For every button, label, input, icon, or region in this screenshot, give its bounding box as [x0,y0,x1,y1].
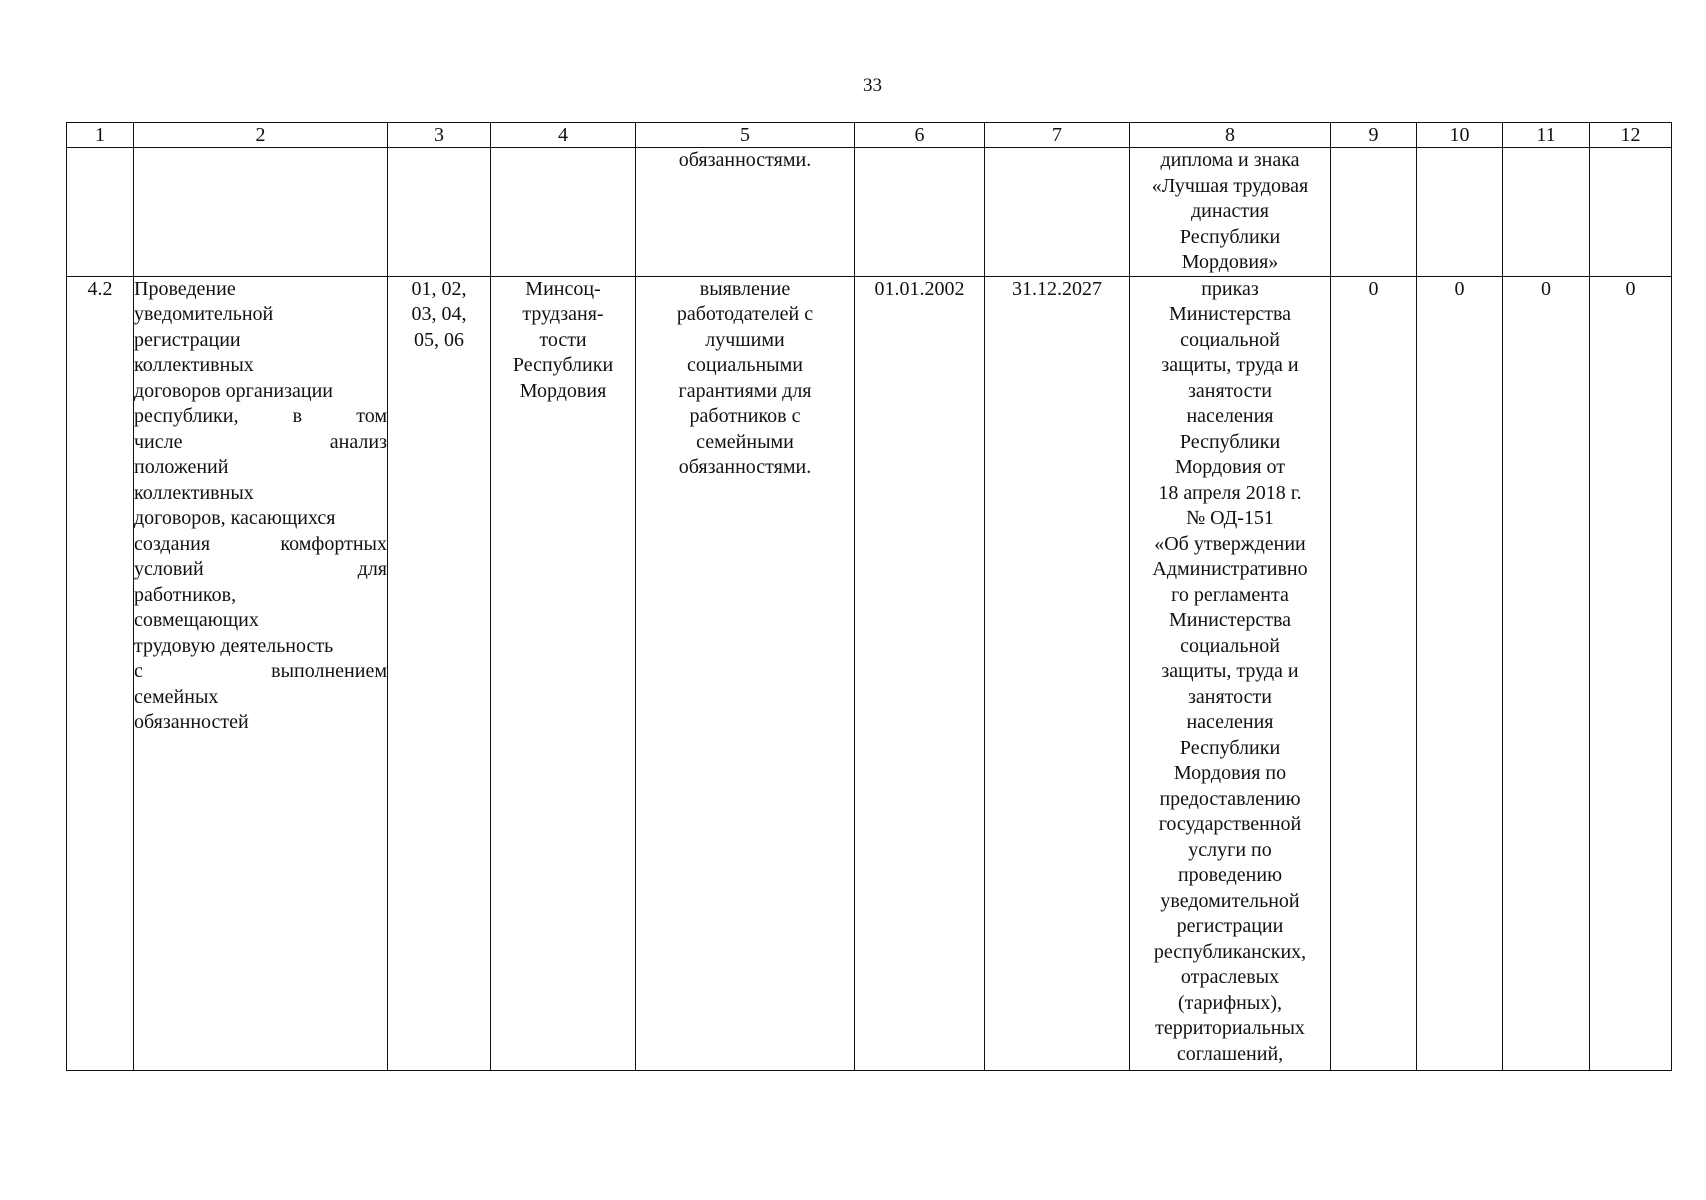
text-line: династия [1191,200,1269,222]
document-cell [1130,276,1331,1070]
text-line: Министерства [1168,609,1292,631]
text-line: приказ [1201,277,1259,300]
text-line: республиканских, [1153,940,1307,963]
table-cell [1417,148,1503,277]
text-line: лучшими [705,328,785,351]
value-cell-10: 0 [1417,276,1503,1070]
table-cell [67,148,134,277]
column-header: 2 [134,123,388,148]
text-line: работодателей с [676,303,814,325]
text-line: № ОД-151 [1186,507,1274,529]
text-line: семейными [696,430,794,453]
text-line: предоставлению [1159,787,1301,810]
text-line: числе анализ [134,430,387,453]
text-line: обязанностей [134,711,249,733]
text-line: Мордовия от [1174,456,1286,478]
text-line: договоров, касающихся [134,507,336,529]
text-line: 05, 06 [414,328,464,351]
text-line: диплома и знака [1160,149,1300,171]
text-line: Министерства [1168,303,1292,325]
text-line: социальной [1180,634,1280,657]
table-cell [491,148,636,277]
column-header: 1 [67,123,134,148]
column-header: 5 [636,123,855,148]
column-header: 11 [1503,123,1590,148]
text-line: трудзаня- [522,303,604,325]
text-line: регистрации [134,328,241,351]
text-line: отраслевых [1180,966,1280,988]
value-cell-11: 0 [1503,276,1590,1070]
text-line: защиты, труда и [1161,660,1299,682]
text-line: коллективных [134,354,254,376]
value-cell-12: 0 [1590,276,1672,1070]
table-cell [1590,148,1672,277]
text-line: услуги по [1188,838,1272,861]
text-line: социальной [1180,328,1280,351]
text-line: Проведение [134,277,236,300]
column-header: 6 [855,123,985,148]
text-line: 03, 04, [411,303,467,325]
text-line: уведомительной [1160,889,1300,912]
text-line: работников, [134,583,237,606]
column-header: 9 [1331,123,1417,148]
column-header: 10 [1417,123,1503,148]
text-line: уведомительной [134,303,274,325]
text-line: Республики [1179,736,1281,759]
text-line: работников с [689,405,801,427]
text-line: обязанностями. [678,149,812,171]
table-cell [1503,148,1590,277]
text-line: «Об утверждении [1154,532,1306,555]
text-line: тости [539,328,587,351]
text-line: территориальных [1155,1017,1305,1039]
text-line: проведению [1177,864,1283,886]
column-header: 3 [388,123,491,148]
text-line: Административно [1152,558,1308,580]
value-cell-9: 0 [1331,276,1417,1070]
text-line: договоров организации [134,379,334,402]
text-line: «Лучшая трудовая [1151,174,1309,197]
text-line: Республики [1179,430,1281,453]
text-line: Республики [1179,225,1281,248]
text-line: защиты, труда и [1161,354,1299,376]
text-line: населения [1186,405,1274,427]
text-line: государственной [1158,813,1302,835]
executor-cell [491,276,636,1070]
column-header: 8 [1130,123,1331,148]
continuation-row [67,148,1672,277]
text-line: положений [134,456,229,478]
page-number: 33 [863,75,882,96]
table-cell [388,148,491,277]
text-line: населения [1186,711,1274,733]
text-line: занятости [1188,685,1272,708]
text-line: 01, 02, [411,277,467,300]
column-header: 12 [1590,123,1672,148]
start-date-cell: 01.01.2002 [855,276,985,1070]
text-line: Мордовия по [1173,762,1287,784]
result-cell [636,148,855,277]
column-header: 7 [985,123,1130,148]
text-line: (тарифных), [1178,991,1282,1014]
column-number-row [67,123,1672,148]
table-cell [985,148,1130,277]
document-cell [1130,148,1331,277]
row-number-cell: 4.2 [67,276,134,1070]
codes-cell [388,276,491,1070]
text-line: Республики [512,354,614,376]
text-line: трудовую деятельность [134,634,334,657]
text-line: социальными [687,354,803,376]
text-line: условий для [134,558,387,580]
text-line: гарантиями для [678,379,812,402]
text-line: создания комфортных [134,532,387,555]
description-cell [134,276,388,1070]
table-cell [1331,148,1417,277]
text-line: с выполнением [134,660,387,682]
text-line: Мордовия [519,379,607,402]
text-line: коллективных [134,481,254,504]
text-line: Мордовия» [1181,251,1279,273]
result-cell [636,276,855,1070]
table-row-4-2 [67,276,1672,1070]
text-line: семейных [134,685,219,708]
text-line: го регламента [1171,583,1289,606]
text-line: совмещающих [134,609,259,631]
table-cell [855,148,985,277]
text-line: республики, в том [134,405,387,427]
text-line: соглашений, [1176,1042,1284,1065]
end-date-cell: 31.12.2027 [985,276,1130,1070]
column-header: 4 [491,123,636,148]
text-line: обязанностями. [678,456,812,478]
table-cell [134,148,388,277]
text-line: Минсоц- [525,277,601,300]
text-line: занятости [1188,379,1272,402]
text-line: выявление [699,277,791,300]
program-table [66,122,1672,1071]
text-line: регистрации [1176,915,1284,937]
text-line: 18 апреля 2018 г. [1158,481,1302,504]
